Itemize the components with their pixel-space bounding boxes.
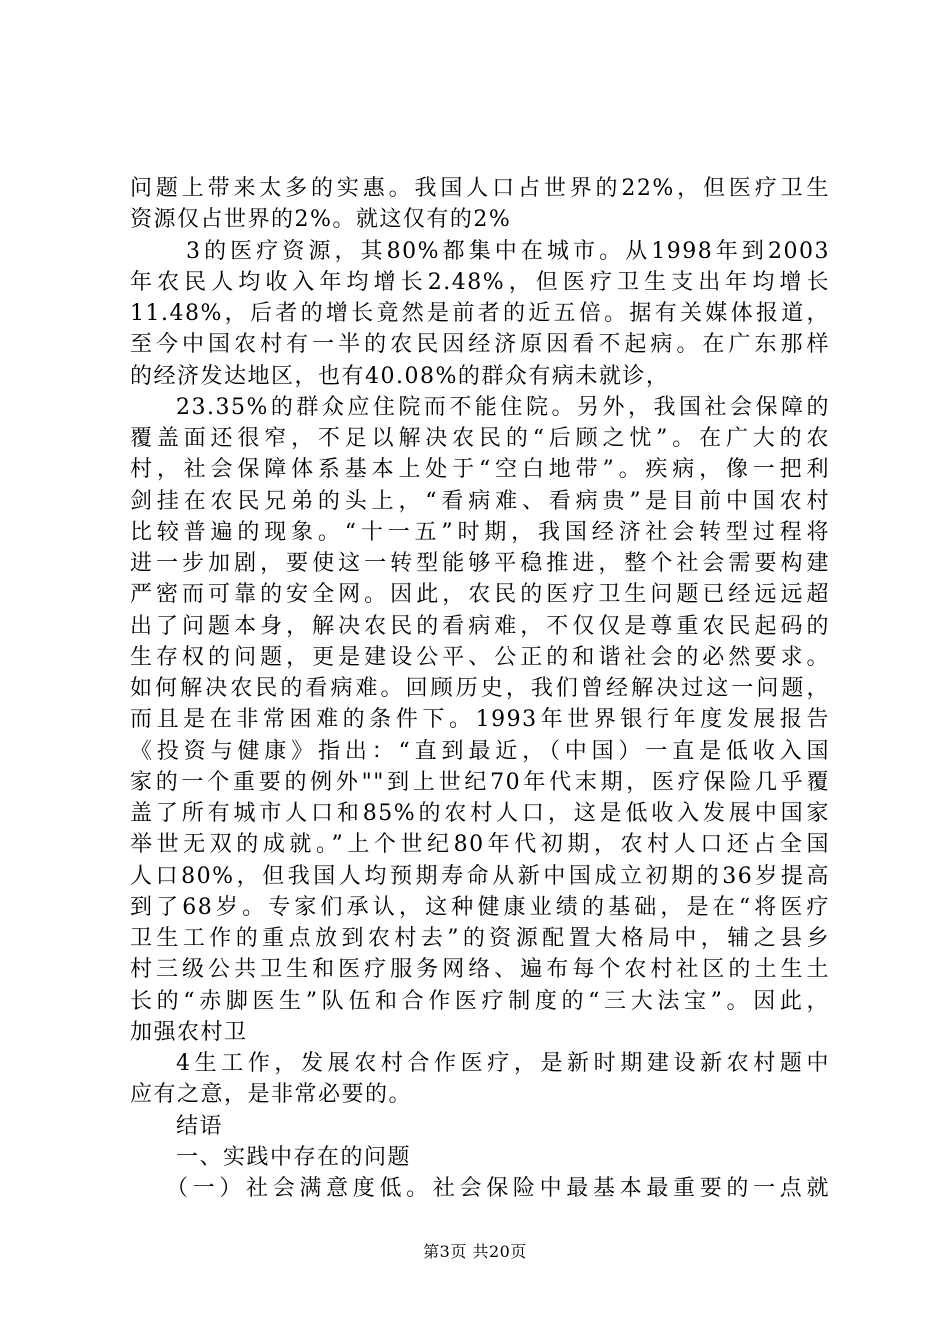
text-line: 资源仅占世界的2%。就这仅有的2%: [130, 207, 512, 233]
text-line: 而且是在非常困难的条件下。1993年世界银行年度发展报告: [130, 707, 830, 733]
text-line: 剑挂在农民兄弟的头上，“看病难、看病贵”是目前中国农村: [130, 488, 830, 514]
text-line: 进一步加剧，要使这一转型能够平稳推进，整个社会需要构建: [130, 551, 830, 576]
text-line: 人口80%，但我国人均预期寿命从新中国成立初期的36岁提高: [130, 863, 830, 889]
text-line: 至今中国农村有一半的农民因经济原因看不起病。在广东那样: [130, 332, 830, 358]
text-line: 比较普遍的现象。“十一五”时期，我国经济社会转型过程将: [130, 519, 830, 545]
body-text: [130, 173, 830, 1204]
text-line: 如何解决农民的看病难。回顾历史，我们曾经解决过这一问题，: [130, 676, 830, 701]
text-line: 村三级公共卫生和医疗服务网络、遍布每个农村社区的土生土: [130, 957, 830, 983]
page-footer: 第3页 共20页: [423, 1242, 527, 1261]
text-line: 一、实践中存在的问题: [176, 1144, 412, 1170]
text-line: 覆盖面还很窄，不足以解决农民的“后顾之忧”。在广大的农: [130, 426, 830, 451]
text-line: （一）社会满意度低。社会保险中最基本最重要的一点就: [166, 1176, 830, 1201]
text-line: 卫生工作的重点放到农村去”的资源配置大格局中，辅之县乡: [130, 926, 830, 951]
text-line: 3的医疗资源，其80%都集中在城市。从1998年到2003: [186, 238, 830, 264]
text-line: 举世无双的成就。”上个世纪80年代初期，农村人口还占全国: [130, 832, 830, 858]
text-line: 23.35%的群众应住院而不能住院。另外，我国社会保障的: [176, 394, 830, 420]
text-line: 生存权的问题，更是建设公平、公正的和谐社会的必然要求。: [130, 644, 830, 670]
text-line: 应有之意，是非常必要的。: [130, 1082, 413, 1108]
text-line: 的经济发达地区，也有40.08%的群众有病未就诊，: [130, 363, 670, 389]
text-line: 长的“赤脚医生”队伍和合作医疗制度的“三大法宝”。因此，: [130, 988, 830, 1014]
text-line: 盖了所有城市人口和85%的农村人口，这是低收入发展中国家: [130, 801, 830, 826]
text-line: 出了问题本身，解决农民的看病难，不仅仅是尊重农民起码的: [130, 613, 830, 639]
text-line: 村，社会保障体系基本上处于“空白地带”。疾病，像一把利: [130, 457, 830, 483]
text-line: 家的一个重要的例外""到上世纪70年代末期，医疗保险几乎覆: [130, 769, 830, 795]
text-line: 加强农村卫: [130, 1019, 248, 1045]
text-line: 4生工作，发展农村合作医疗，是新时期建设新农村题中: [176, 1051, 830, 1076]
text-line: 问题上带来太多的实惠。我国人口占世界的22%，但医疗卫生: [130, 176, 830, 201]
text-line: 年农民人均收入年均增长2.48%，但医疗卫生支出年均增长: [130, 269, 830, 295]
text-line: 结语: [176, 1113, 224, 1139]
text-line: 到了68岁。专家们承认，这种健康业绩的基础，是在“将医疗: [130, 894, 830, 920]
text-line: 11.48%，后者的增长竟然是前者的近五倍。据有关媒体报道，: [130, 301, 830, 326]
text-line: 《投资与健康》指出：“直到最近，（中国）一直是低收入国: [130, 738, 830, 764]
text-line: 严密而可靠的安全网。因此，农民的医疗卫生问题已经远远超: [130, 582, 830, 608]
